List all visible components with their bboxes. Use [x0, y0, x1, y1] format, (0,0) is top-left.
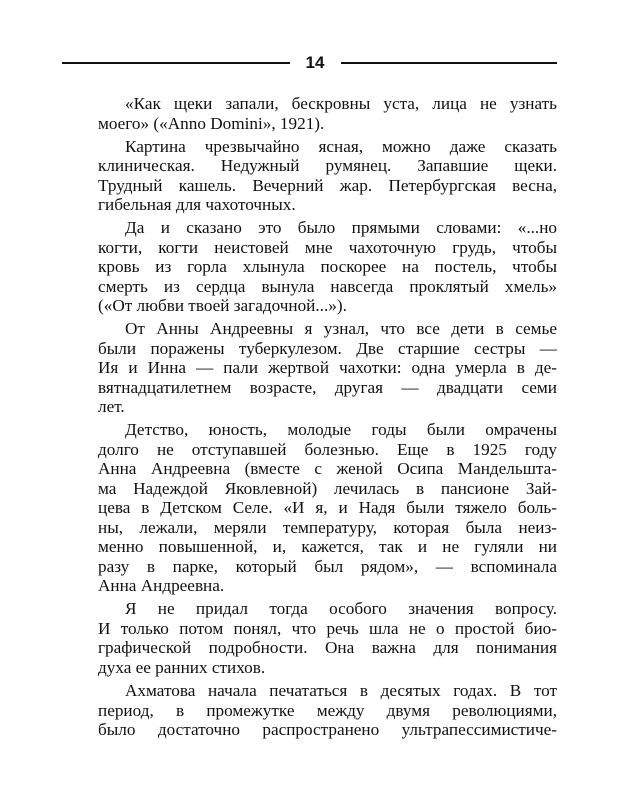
header-rule-left — [62, 62, 290, 64]
text-line: период, в промежутке между двумя революциями, — [98, 700, 557, 720]
text-line: «Как щеки запали, бескровны уста, лица не узнать — [125, 94, 557, 113]
paragraph — [98, 599, 557, 677]
text-line: Ахматова начала печататься в десятых годах. В тот — [125, 681, 557, 701]
text-line: моего» («Anno Domini», 1921). — [98, 113, 325, 133]
text-line: Детство, юность, молодые годы были омрачены — [125, 420, 557, 440]
paragraph — [98, 94, 557, 133]
text-line: клиническая. Недужный румянец. Запавшие щеки. — [98, 156, 557, 176]
text-line: От Анны Андреевны я узнал, что все дети в семье — [125, 319, 557, 339]
text-line: лет. — [98, 397, 125, 417]
text-line: ны, лежали, меряли температуру, которая была неиз- — [98, 517, 557, 537]
text-line: графической подробности. Она важна для понимания — [98, 638, 557, 658]
text-line: И только потом понял, что речь шла не о простой био- — [98, 618, 557, 638]
paragraph — [98, 137, 557, 215]
text-line: гибельная для чахоточных. — [98, 195, 296, 215]
header-rule-right — [341, 62, 557, 64]
text-line: менно повышенной, и, кажется, так и не гуляли ни — [98, 537, 557, 557]
paragraph — [98, 218, 557, 316]
text-line: разу в парке, который был рядом», — вспоминала — [98, 556, 557, 576]
paragraph — [98, 319, 557, 417]
text-line: Картина чрезвычайно ясная, можно даже сказать — [125, 136, 557, 156]
text-line: («От любви твоей загадочной...»). — [98, 296, 347, 316]
text-line: Ия и Инна — пали жертвой чахотки: одна умерла в де- — [98, 358, 557, 378]
text-line: ма Надеждой Яковлевной) лечилась в пансионе Зай- — [98, 478, 557, 498]
paragraph — [98, 420, 557, 596]
paragraph — [98, 681, 557, 740]
text-line: смерть из сердца вынула навсегда проклятый хмель» — [98, 276, 557, 296]
text-line: Трудный кашель. Вечерний жар. Петербургская весна, — [98, 175, 557, 195]
text-line: вятнадцатилетнем возрасте, другая — двадцати семи — [98, 377, 557, 397]
text-line: цева в Детском Селе. «И я, и Надя были тяжело боль- — [98, 498, 557, 518]
text-line: Я не придал тогда особого значения вопросу. — [125, 599, 557, 619]
text-line: когти, когти неистовей мне чахоточную грудь, чтобы — [98, 237, 557, 257]
text-line: Анна Андреевна. — [98, 576, 225, 596]
page-number: 14 — [305, 53, 325, 72]
text-line: было достаточно распространено ультрапессимистиче- — [98, 720, 557, 740]
text-line: кровь из горла хлынула поскорее на постель, чтобы — [98, 257, 557, 277]
text-line: духа ее ранних стихов. — [98, 657, 266, 677]
body-text — [98, 94, 557, 743]
text-line: Анна Андреевна (вместе с женой Осипа Мандельшта- — [98, 459, 557, 479]
text-line: долго не отступавшей болезнью. Еще в 1925 году — [98, 439, 557, 459]
text-line: Да и сказано это было прямыми словами: «...но — [125, 218, 557, 238]
text-line: были поражены туберкулезом. Две старшие сестры — — [98, 338, 557, 358]
